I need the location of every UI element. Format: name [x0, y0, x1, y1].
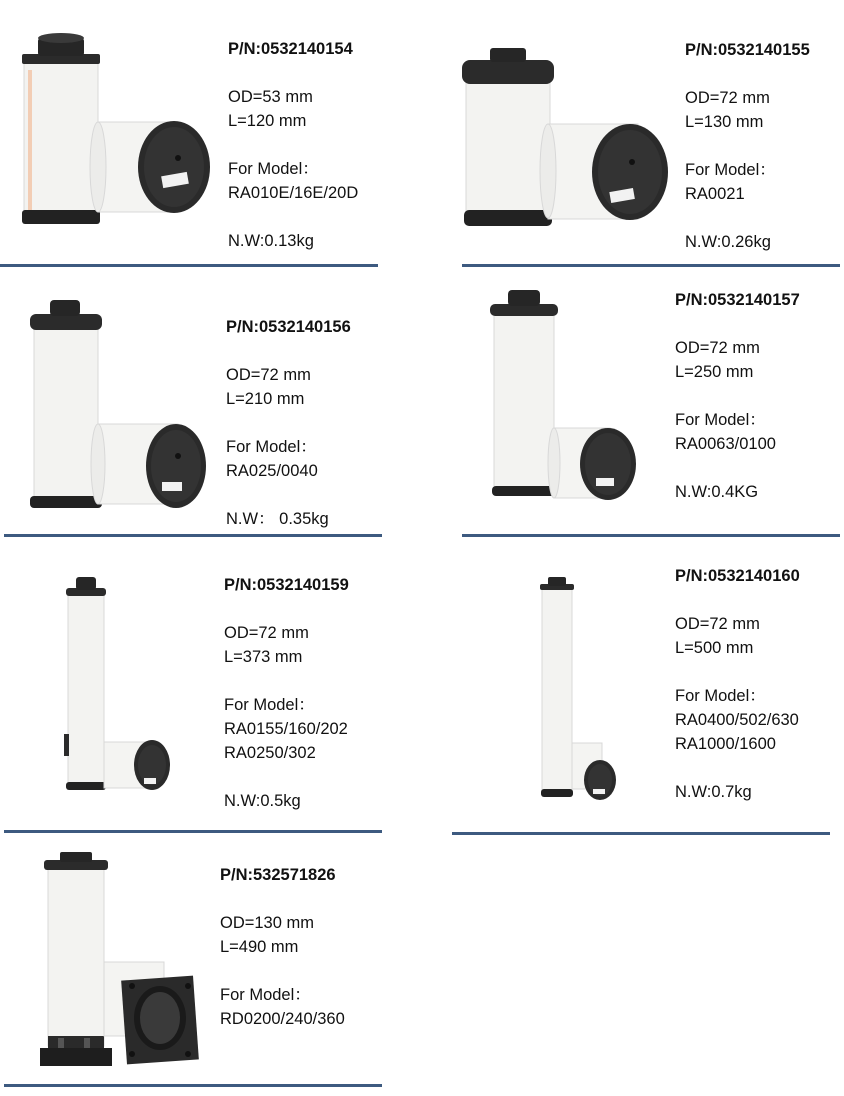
- filter-image: [536, 575, 626, 801]
- net-weight: N.W:0.13kg: [228, 232, 314, 250]
- net-weight: N.W:0.7kg: [675, 783, 752, 801]
- length: L=250 mm: [675, 363, 754, 381]
- outer-diameter: OD=72 mm: [675, 615, 760, 633]
- net-weight: N.W： 0.35kg: [226, 510, 329, 528]
- filter-image: [18, 30, 218, 230]
- model-line: RA025/0040: [226, 462, 318, 480]
- outer-diameter: OD=72 mm: [675, 339, 760, 357]
- model-line: RA0155/160/202: [224, 720, 348, 738]
- part-number: P/N:0532140159: [224, 576, 349, 594]
- outer-diameter: OD=72 mm: [224, 624, 309, 642]
- model-label: For Model：: [675, 411, 766, 429]
- divider: [4, 534, 382, 537]
- part-number: P/N:0532140160: [675, 567, 800, 585]
- model-label: For Model：: [228, 160, 319, 178]
- product-text: [224, 573, 349, 813]
- divider: [0, 264, 378, 267]
- filter-image: [60, 574, 180, 798]
- product-text: [226, 315, 351, 531]
- product-text: [228, 37, 358, 253]
- model-line: RA1000/1600: [675, 735, 776, 753]
- length: L=373 mm: [224, 648, 303, 666]
- model-label: For Model：: [675, 687, 766, 705]
- model-label: For Model：: [224, 696, 315, 714]
- product-text: [675, 288, 800, 504]
- divider: [462, 534, 840, 537]
- net-weight: N.W:0.26kg: [685, 233, 771, 251]
- model-label: For Model：: [226, 438, 317, 456]
- part-number: P/N:532571826: [220, 866, 336, 884]
- length: L=120 mm: [228, 112, 307, 130]
- outer-diameter: OD=72 mm: [685, 89, 770, 107]
- outer-diameter: OD=53 mm: [228, 88, 313, 106]
- filter-image: [38, 850, 208, 1072]
- part-number: P/N:0532140155: [685, 41, 810, 59]
- part-number: P/N:0532140154: [228, 40, 353, 58]
- part-number: P/N:0532140157: [675, 291, 800, 309]
- divider: [452, 832, 830, 835]
- product-text: [675, 564, 800, 804]
- divider: [462, 264, 840, 267]
- part-number: P/N:0532140156: [226, 318, 351, 336]
- model-line: RA0250/302: [224, 744, 316, 762]
- product-text: [685, 38, 810, 254]
- filter-image: [26, 296, 216, 512]
- product-text: [220, 863, 345, 1031]
- net-weight: N.W:0.4KG: [675, 483, 759, 501]
- filter-image: [486, 288, 646, 502]
- model-line: RA010E/16E/20D: [228, 184, 359, 202]
- filter-image: [460, 44, 670, 234]
- outer-diameter: OD=72 mm: [226, 366, 311, 384]
- model-line: RD0200/240/360: [220, 1010, 345, 1028]
- divider: [4, 830, 382, 833]
- model-line: RA0021: [685, 185, 745, 203]
- length: L=210 mm: [226, 390, 305, 408]
- length: L=490 mm: [220, 938, 299, 956]
- model-label: For Model：: [685, 161, 776, 179]
- length: L=130 mm: [685, 113, 764, 131]
- net-weight: N.W:0.5kg: [224, 792, 301, 810]
- model-line: RA0400/502/630: [675, 711, 799, 729]
- divider: [4, 1084, 382, 1087]
- length: L=500 mm: [675, 639, 754, 657]
- model-line: RA0063/0100: [675, 435, 776, 453]
- outer-diameter: OD=130 mm: [220, 914, 314, 932]
- model-label: For Model：: [220, 986, 311, 1004]
